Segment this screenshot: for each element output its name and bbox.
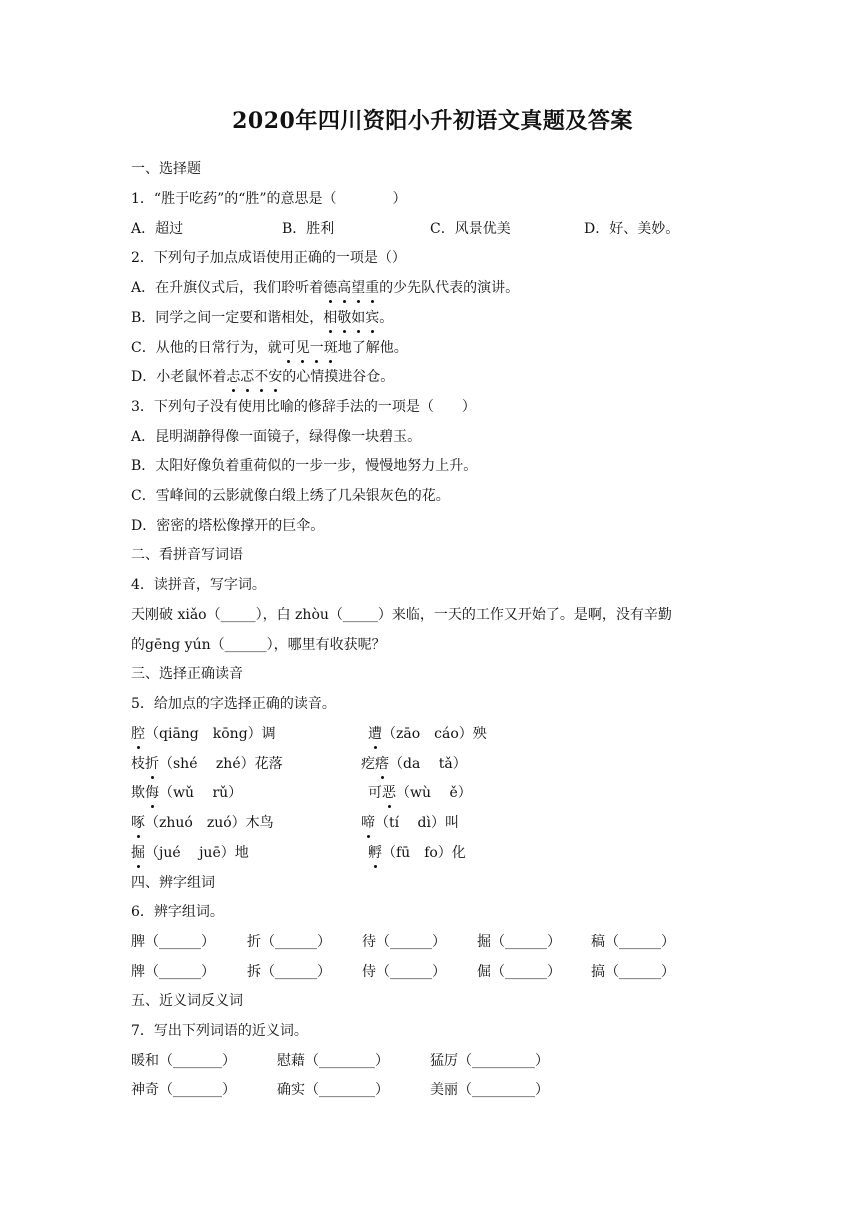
dotted-char: 如	[351, 310, 366, 326]
dotted-char: 掘	[131, 845, 145, 861]
dotted-char: 不	[254, 369, 269, 385]
question-4-stem: 4．读拼音，写字词。	[131, 577, 266, 593]
word-group-item: 脾（______）	[131, 934, 215, 950]
synonym-item: 神奇（_______）	[131, 1082, 236, 1098]
dotted-char: 侮	[145, 785, 159, 801]
plain-char: 疙	[361, 756, 375, 772]
dotted-char: 望	[351, 280, 366, 296]
question-3-option-b: B．太阳好像负着重荷似的一步一步，慢慢地努力上升。	[131, 458, 478, 474]
word-group-item: 搞（______）	[591, 964, 675, 980]
pronunciation-item	[368, 783, 472, 803]
word-group-item: 待（______）	[362, 934, 446, 950]
pronunciation-item	[131, 724, 276, 744]
question-3-stem: 3．下列句子没有使用比喻的修辞手法的一项是（ ）	[131, 399, 476, 415]
synonym-item: 确实（________）	[277, 1082, 389, 1098]
dotted-char: 相	[323, 310, 338, 326]
question-2-stem: 2．下列句子加点成语使用正确的一项是（）	[131, 250, 406, 266]
section-heading-3: 三、选择正确读音	[131, 666, 243, 682]
word-group-item: 侍（______）	[362, 964, 446, 980]
plain-char: 可	[368, 785, 382, 801]
option-text: D．小老鼠怀着	[131, 369, 227, 385]
question-2-option-c	[131, 338, 408, 358]
question-3-option-c: C．雪峰间的云影就像白缎上绣了几朵银灰色的花。	[131, 488, 450, 504]
word-group-item: 牌（______）	[131, 964, 215, 980]
pinyin-options: （fū fo）化	[382, 845, 466, 861]
section-heading-5: 五、近义词反义词	[131, 993, 243, 1009]
pronunciation-item	[131, 813, 274, 833]
question-1-stem: 1．“胜于吃药”的“胜”的意思是（ ）	[131, 191, 407, 207]
pronunciation-item	[368, 843, 466, 863]
pronunciation-item	[131, 783, 242, 803]
synonym-row-2	[131, 1080, 751, 1180]
question-4-line-2: 的gēng yún（______），哪里有收获呢？	[131, 637, 386, 653]
question-2-option-d	[131, 367, 394, 387]
option-text: 的心情摸进谷仓。	[282, 369, 395, 385]
dotted-char: 孵	[368, 845, 382, 861]
question-4-line-1: 天刚破 xiǎo（_____），白 zhòu（_____）来临，一天的工作又开始了。是啊，没有辛勤	[131, 607, 672, 623]
question-6-stem: 6．辨字组词。	[131, 904, 224, 920]
dotted-char: 重	[365, 280, 380, 296]
pinyin-options: （da tǎ）	[389, 756, 467, 772]
option-c: C．风景优美	[430, 221, 511, 237]
plain-char: 枝	[131, 756, 145, 772]
dotted-char: 可	[281, 340, 296, 356]
question-2-option-b	[131, 308, 393, 328]
question-3-option-a: A．昆明湖静得像一面镜子，绿得像一块碧玉。	[131, 429, 422, 445]
dotted-char: 忐	[226, 369, 241, 385]
option-b: B．胜利	[282, 221, 335, 237]
word-group-item: 稿（______）	[591, 934, 675, 950]
option-text: 。	[379, 310, 394, 326]
section-heading-2: 二、看拼音写词语	[131, 547, 243, 563]
dotted-char: 啼	[361, 815, 375, 831]
pinyin-options: （tí dì）叫	[375, 815, 459, 831]
pronunciation-item	[361, 754, 467, 774]
dotted-char: 高	[337, 280, 352, 296]
dotted-char: 一	[309, 340, 324, 356]
option-text: 的少先队代表的演讲。	[379, 280, 520, 296]
synonym-item: 美丽（_________）	[430, 1082, 549, 1098]
pronunciation-item	[131, 843, 249, 863]
option-text: A．在升旗仪式后，我们聆听着	[131, 280, 324, 296]
pronunciation-row	[131, 843, 751, 923]
synonym-item: 暖和（_______）	[131, 1053, 236, 1069]
pronunciation-item	[131, 754, 283, 774]
section-heading-4: 四、辨字组词	[131, 875, 215, 891]
dotted-char: 腔	[131, 726, 145, 742]
pinyin-options: （zhuó zuó）木鸟	[145, 815, 274, 831]
dotted-char: 德	[323, 280, 338, 296]
dotted-char: 敬	[337, 310, 352, 326]
option-a: A．超过	[131, 221, 184, 237]
word-group-item: 掘（______）	[477, 934, 561, 950]
pinyin-options: （qiāng kōng）调	[145, 726, 276, 742]
option-text: C．从他的日常行为，就	[131, 340, 282, 356]
option-d: D．好、美妙。	[584, 221, 680, 237]
page-title: 2020年四川资阳小升初语文真题及答案	[232, 108, 633, 134]
question-3-option-d: D．密密的塔松像撑开的巨伞。	[131, 518, 325, 534]
pinyin-options: （shé zhé）花落	[159, 756, 283, 772]
dotted-char: 斑	[323, 340, 338, 356]
dotted-char: 忑	[240, 369, 255, 385]
synonym-item: 慰藉（________）	[277, 1053, 389, 1069]
dotted-char: 恶	[382, 785, 396, 801]
word-group-item: 折（______）	[247, 934, 331, 950]
plain-char: 欺	[131, 785, 145, 801]
section-heading-1: 一、选择题	[131, 161, 201, 177]
dotted-char: 安	[268, 369, 283, 385]
pronunciation-item	[368, 724, 487, 744]
word-group-item: 拆（______）	[247, 964, 331, 980]
pronunciation-item	[361, 813, 459, 833]
option-text: 地了解他。	[337, 340, 408, 356]
dotted-char: 瘩	[375, 756, 389, 772]
dotted-char: 见	[295, 340, 310, 356]
question-2-option-a	[131, 278, 519, 298]
dotted-char: 宾	[365, 310, 380, 326]
dotted-char: 啄	[131, 815, 145, 831]
synonym-item: 猛厉（_________）	[430, 1053, 549, 1069]
pinyin-options: （zāo cáo）殃	[382, 726, 487, 742]
question-5-stem: 5．给加点的字选择正确的读音。	[131, 696, 336, 712]
word-group-item: 倔（______）	[477, 964, 561, 980]
pinyin-options: （wǔ rǔ）	[159, 785, 243, 801]
dotted-char: 遭	[368, 726, 382, 742]
question-7-stem: 7．写出下列词语的近义词。	[131, 1023, 308, 1039]
pinyin-options: （wù ě）	[396, 785, 472, 801]
dotted-char: 折	[145, 756, 159, 772]
pinyin-options: （jué juē）地	[145, 845, 249, 861]
option-text: B．同学之间一定要和谐相处，	[131, 310, 324, 326]
